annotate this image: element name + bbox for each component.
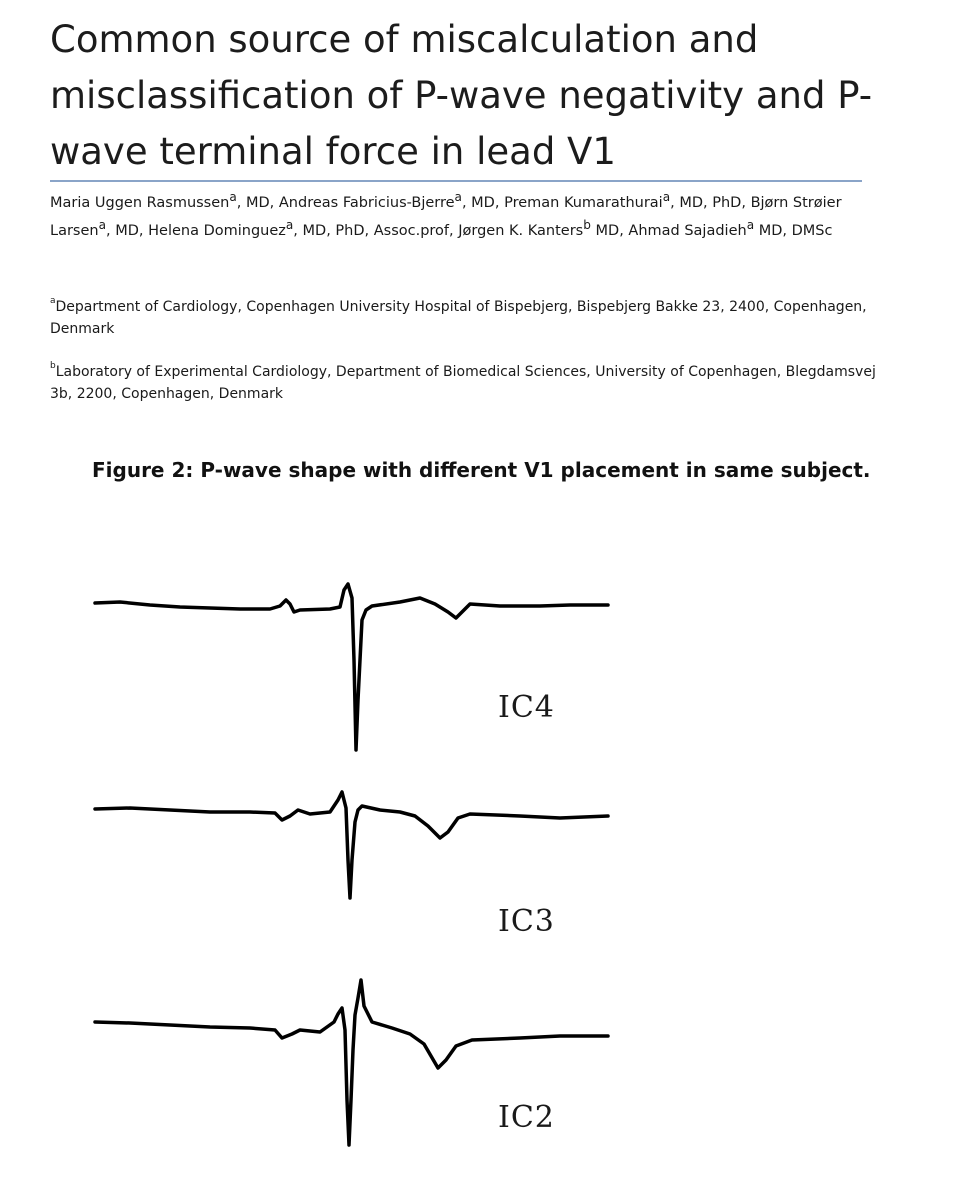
affiliation-mark: b xyxy=(50,361,56,371)
author-name: Helena Dominguez xyxy=(148,222,286,239)
author-degree: MD, PhD xyxy=(679,194,742,211)
lead-label-ic4: IC4 xyxy=(498,690,555,725)
ecg-trace-ic3 xyxy=(95,792,608,898)
author-name: Bjørn Strøier Larsen xyxy=(50,194,842,239)
author-name: Maria Uggen Rasmussen xyxy=(50,194,230,211)
author-list: Maria Uggen Rasmussen$^a$, MD, Andreas Fabricius-Bjerre$^a$, MD, Preman Kumarathurai$^a$, MD, PhD, Bjørn Strøier Larsen$^a$, MD, Helena Dominguez$^a$, MD, PhD, Assoc.prof, Jørgen K. Kanters$^b$ MD, Ahmad Sajadieh$^a$ MD, DMSc xyxy=(50,190,842,239)
paper-title: Common source of miscalculation and misclassification of P-wave negativity and P-wave terminal force in lead V1 xyxy=(50,18,873,173)
author-degree: MD xyxy=(115,222,139,239)
affiliation-b xyxy=(50,361,890,405)
author-degree: MD, DMSc xyxy=(758,222,833,239)
author-degree: MD xyxy=(595,222,620,239)
author-affiliation-mark: a xyxy=(746,217,755,232)
author-affiliation-mark: a xyxy=(229,190,237,204)
affiliation-a xyxy=(50,296,890,340)
ecg-trace-ic4 xyxy=(95,584,608,750)
author-degree: MD, PhD, Assoc.prof xyxy=(302,222,450,239)
author-affiliation-mark: a xyxy=(98,217,106,232)
ecg-traces xyxy=(0,560,979,1200)
author-affiliation-mark: b xyxy=(583,217,591,232)
affiliation-text: Laboratory of Experimental Cardiology, Department of Biomedical Sciences, University of Copenhagen, Blegdamsvej 3b, 2200, Copenhagen, Denmark xyxy=(50,364,876,402)
figure-caption: Figure 2: P-wave shape with different V1 placement in same subject. xyxy=(92,458,871,482)
lead-label-ic3: IC3 xyxy=(498,904,555,939)
author-name: Ahmad Sajadieh xyxy=(628,222,747,239)
affiliation-text: Department of Cardiology, Copenhagen University Hospital of Bispebjerg, Bispebjerg Bakke 23, 2400, Copenhagen, Denmark xyxy=(50,299,867,337)
author-name: Jørgen K. Kanters xyxy=(458,222,584,239)
lead-label-ic2: IC2 xyxy=(498,1100,555,1135)
title-divider xyxy=(50,180,862,182)
author-name: Preman Kumarathurai xyxy=(504,194,663,211)
author-affiliation-mark: a xyxy=(454,190,462,204)
affiliation-mark: a xyxy=(50,296,56,306)
ecg-figure xyxy=(0,560,979,1200)
author-affiliation-mark: a xyxy=(662,190,671,204)
author-degree: MD xyxy=(471,194,495,211)
author-degree: MD xyxy=(245,194,270,211)
author-name: Andreas Fabricius-Bjerre xyxy=(278,194,455,211)
author-affiliation-mark: a xyxy=(285,217,294,232)
